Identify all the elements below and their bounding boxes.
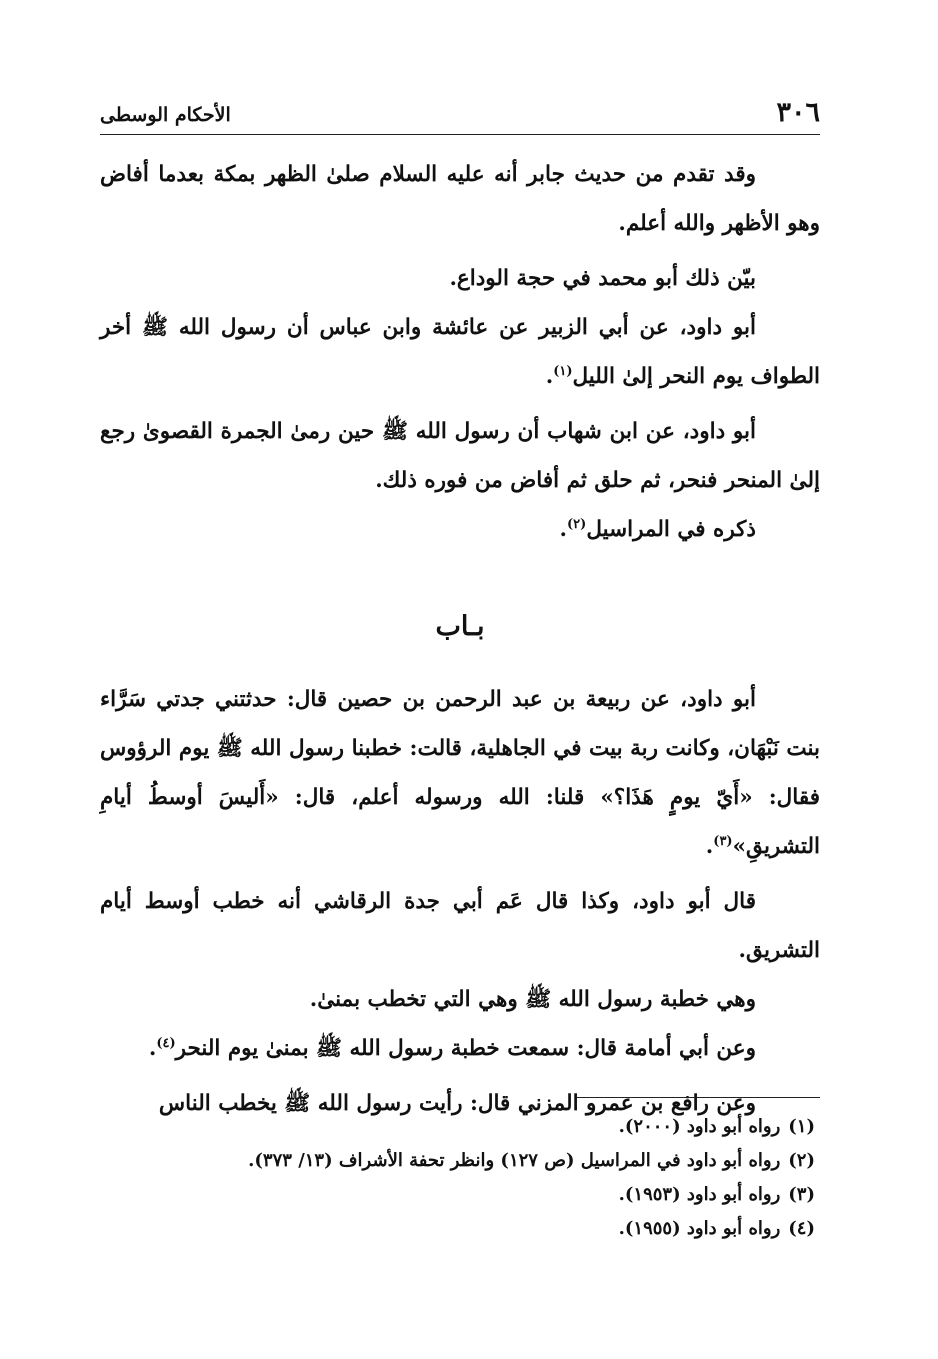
paragraph-5 xyxy=(100,505,820,554)
paragraph-2: بيّن ذلك أبو محمد في حجة الوداع. xyxy=(449,266,756,291)
paragraph-6-end: . xyxy=(705,834,714,859)
paragraph-5-end: . xyxy=(559,517,568,542)
paragraph-1: وقد تقدم من حديث جابر أنه عليه السلام صلىٰ الظهر بمكة بعدما أفاض وهو الأظهر والله أعلم. xyxy=(100,162,820,236)
footnote-4 xyxy=(100,1212,815,1246)
footnote-ref-1: (١) xyxy=(553,363,573,379)
paragraph-10: وعن رافع بن عمرو المزني قال: رأيت رسول الله ﷺ يخطب الناس xyxy=(158,1091,756,1116)
footnote-4-text: رواه أبو داود (١٩٥٥). xyxy=(618,1218,781,1239)
paragraph-9 xyxy=(100,1024,820,1073)
footnote-1-text: رواه أبو داود (٢٠٠٠). xyxy=(618,1116,781,1137)
page-number: ٣٠٦ xyxy=(776,97,820,128)
footnote-2 xyxy=(100,1144,815,1178)
paragraph-8: وهي خطبة رسول الله ﷺ وهي التي تخطب بمنىٰ. xyxy=(309,987,756,1012)
footnote-ref-4: (٤) xyxy=(156,1035,176,1051)
running-title: الأحكام الوسطى xyxy=(100,104,231,126)
footnote-3-number: (٣) xyxy=(788,1184,815,1205)
paragraph-6 xyxy=(100,675,820,871)
page-header xyxy=(100,90,820,135)
paragraph-6-text: أبو داود، عن ربيعة بن عبد الرحمن بن حصين قال: حدثتني جدتي سَرَّاء بنت نَبْهَان، وكانت ربة بيت في الجاهلية، قالت: خطبنا رسول الله ﷺ يوم الرؤوس فقال: «أَيّ يومٍ هَذَا؟» قلنا: الله ورسوله أعلم، قال: «أَليسَ أوسطُ أيامِ التشريقِ» xyxy=(100,687,820,859)
footnote-ref-2: (٢) xyxy=(567,516,587,532)
paragraph-4: أبو داود، عن ابن شهاب أن رسول الله ﷺ حين رمىٰ الجمرة القصوىٰ رجع إلىٰ المنحر فنحر، ثم حلق ثم أفاض من فوره ذلك. xyxy=(100,419,820,493)
footnote-3-text: رواه أبو داود (١٩٥٣). xyxy=(618,1184,781,1205)
footnote-1 xyxy=(100,1110,815,1144)
footnote-2-number: (٢) xyxy=(788,1150,815,1171)
footnote-4-number: (٤) xyxy=(788,1218,815,1239)
paragraph-7: قال أبو داود، وكذا قال عَم أبي جدة الرقاشي أنه خطب أوسط أيام التشريق. xyxy=(100,889,820,963)
footnotes xyxy=(100,1110,815,1246)
main-text xyxy=(100,150,820,1128)
footnote-3 xyxy=(100,1178,815,1212)
paragraph-3-text: أبو داود، عن أبي الزبير عن عائشة وابن عباس أن رسول الله ﷺ أخر الطواف يوم النحر إلىٰ الليل xyxy=(100,315,820,389)
paragraph-9-text: وعن أبي أمامة قال: سمعت خطبة رسول الله ﷺ بمنىٰ يوم النحر xyxy=(175,1036,756,1061)
section-heading: بـاب xyxy=(435,611,485,642)
paragraph-3 xyxy=(100,303,820,401)
paragraph-3-end: . xyxy=(545,364,554,389)
footnote-2-text: رواه أبو داود في المراسيل (ص ١٢٧) وانظر تحفة الأشراف (١٣/ ٣٧٣). xyxy=(248,1150,781,1171)
paragraph-5-text: ذكره في المراسيل xyxy=(586,517,756,542)
paragraph-9-end: . xyxy=(148,1036,157,1061)
footnote-1-number: (١) xyxy=(788,1116,815,1137)
footnote-separator xyxy=(576,1097,820,1098)
footnote-ref-3: (٣) xyxy=(713,833,733,849)
